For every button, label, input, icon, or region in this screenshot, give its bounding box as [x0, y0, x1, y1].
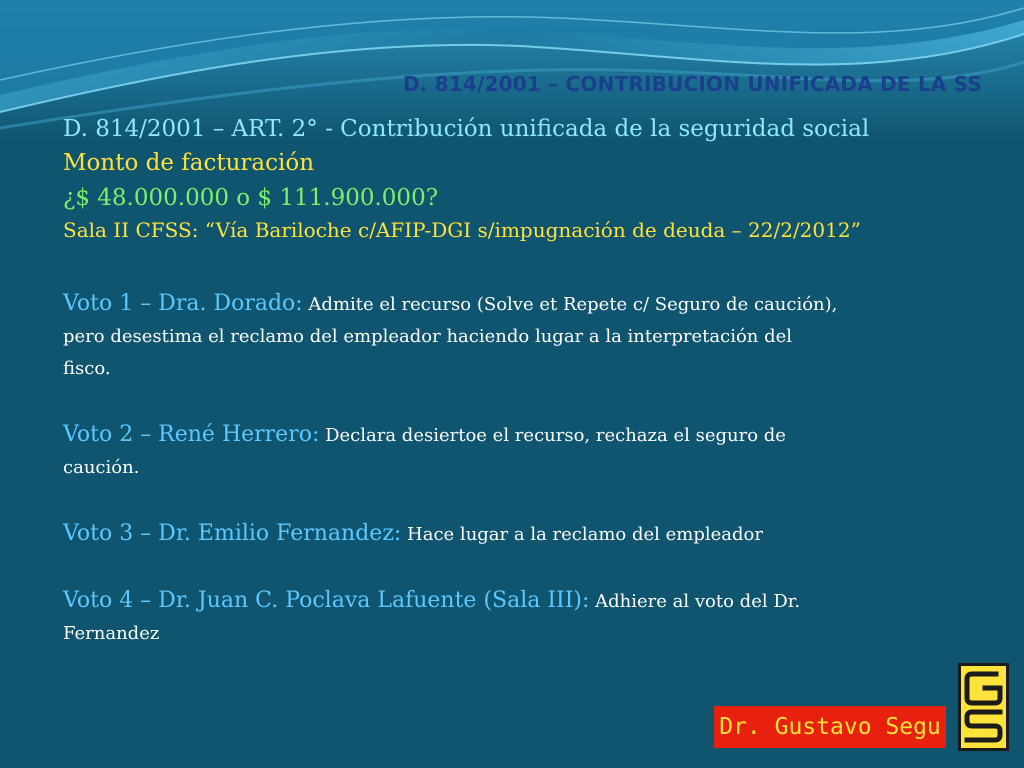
sala-case-line — [63, 219, 983, 242]
slide-content — [63, 116, 983, 684]
voter-name: Voto 3 – Dr. Emilio Fernandez: — [63, 521, 402, 547]
vote-line — [63, 288, 983, 321]
vote-line: caución. — [63, 457, 140, 479]
voter-name: Voto 2 – René Herrero: — [63, 422, 320, 448]
gs-monogram-icon — [961, 666, 1006, 748]
gs-logo — [958, 663, 1009, 751]
voter-name: Voto 4 – Dr. Juan C. Poclava Lafuente (Sala III): — [63, 588, 590, 614]
spacer — [63, 242, 983, 288]
vote-line — [63, 419, 983, 452]
vote-4 — [63, 585, 983, 650]
vote-line — [63, 585, 983, 618]
vote-text: Adhiere al voto del Dr. — [589, 591, 801, 613]
vote-text: Hace lugar a la reclamo del empleador — [401, 524, 763, 546]
sala-case-title: “Vía Bariloche c/AFIP-DGI s/impugnación de deuda – 22/2/2012” — [198, 218, 861, 243]
billing-subtitle: Monto de facturación — [63, 150, 315, 177]
voter-name: Voto 1 – Dra. Dorado: — [63, 291, 303, 317]
vote-2 — [63, 419, 983, 484]
vote-3 — [63, 518, 983, 551]
vote-line: fisco. — [63, 358, 111, 380]
vote-line: pero desestima el reclamo del empleador haciendo lugar a la interpretación del — [63, 326, 793, 348]
vote-text: Declara desiertoe el recurso, rechaza el seguro de — [319, 425, 786, 447]
slide-header-title: D. 814/2001 – CONTRIBUCION UNIFICADA DE LA SS — [402, 72, 982, 96]
sala-label: Sala II CFSS: — [63, 218, 199, 243]
vote-1 — [63, 288, 983, 385]
amounts-question: ¿$ 48.000.000 o $ 111.900.000? — [63, 184, 439, 211]
vote-line — [63, 518, 983, 551]
vote-line: Fernandez — [63, 623, 160, 645]
author-signature: Dr. Gustavo Segu — [714, 706, 946, 748]
vote-text: Admite el recurso (Solve et Repete c/ Seguro de caución), — [302, 294, 838, 316]
main-title: D. 814/2001 – ART. 2° - Contribución unificada de la seguridad social — [63, 116, 870, 142]
